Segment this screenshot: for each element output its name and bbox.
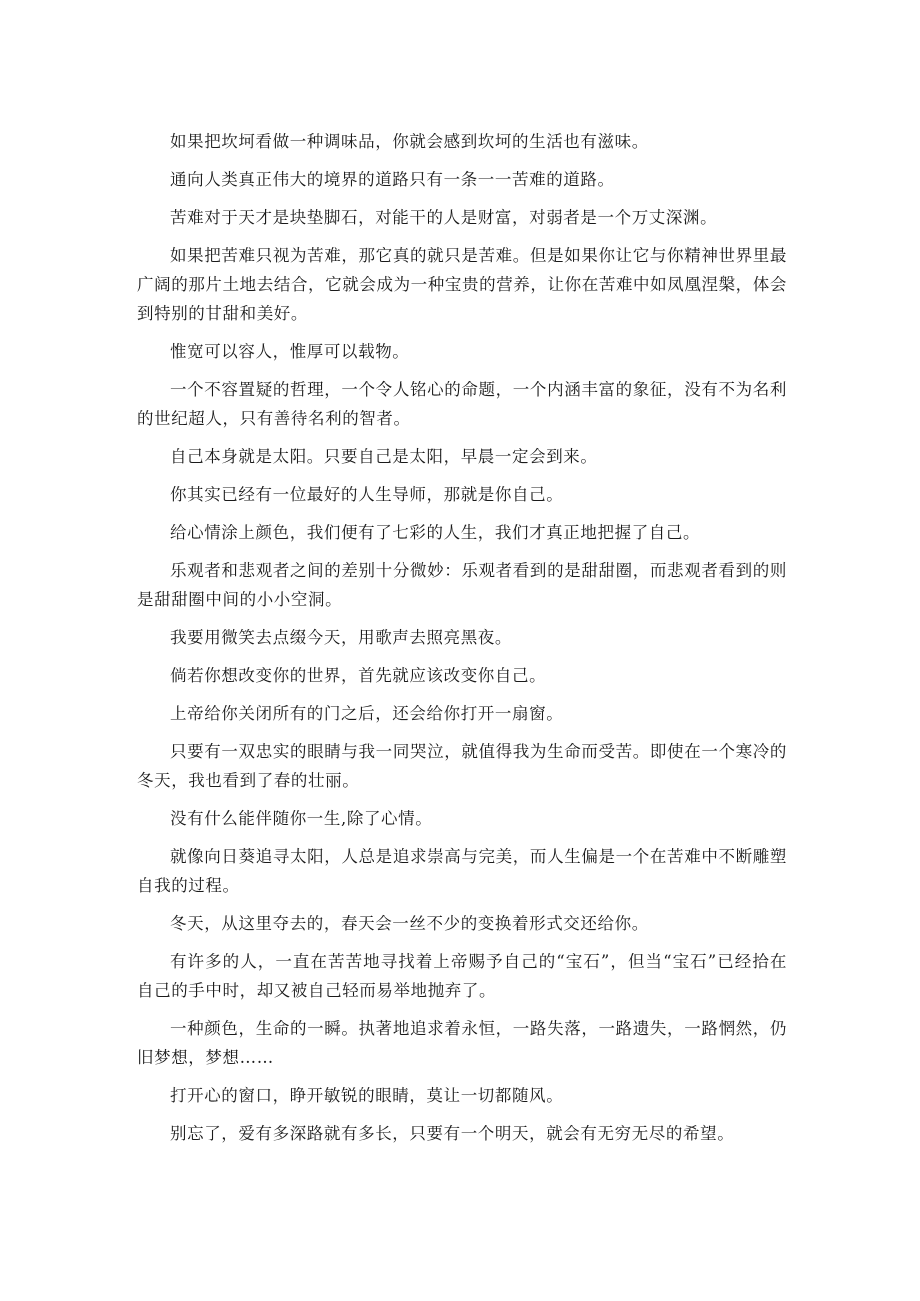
paragraph: 只要有一双忠实的眼睛与我一同哭泣，就值得我为生命而受苦。即使在一个寒冷的冬天，我也看到了春的壮丽。 (137, 742, 787, 790)
paragraph: 冬天，从这里夺去的，春天会一丝不少的变换着形式交还给你。 (170, 914, 649, 933)
paragraph: 就像向日葵追寻太阳，人总是追求崇高与完美，而人生偏是一个在苦难中不断雕塑自我的过程。 (137, 847, 787, 895)
paragraph: 自己本身就是太阳。只要自己是太阳，早晨一定会到来。 (170, 447, 598, 466)
paragraph: 乐观者和悲观者之间的差别十分微妙：乐观者看到的是甜甜圈，而悲观者看到的则是甜甜圈中间的小小空洞。 (137, 561, 787, 609)
paragraph: 如果把苦难只视为苦难，那它真的就只是苦难。但是如果你让它与你精神世界里最广阔的那片土地去结合，它就会成为一种宝贵的营养，让你在苦难中如凤凰涅槃，体会到特别的甘甜和美好。 (137, 246, 787, 323)
paragraph: 别忘了，爱有多深路就有多长，只要有一个明天，就会有无穷无尽的希望。 (170, 1124, 735, 1143)
paragraph: 惟宽可以容人，惟厚可以载物。 (170, 342, 410, 361)
paragraph: 通向人类真正伟大的境界的道路只有一条一一苦难的道路。 (170, 170, 615, 189)
paragraph: 没有什么能伴随你一生,除了心情。 (170, 809, 433, 828)
paragraph: 一个不容置疑的哲理，一个令人铭心的命题，一个内涵丰富的象征，没有不为名利的世纪超人，只有善待名利的智者。 (137, 380, 787, 428)
paragraph: 倘若你想改变你的世界，首先就应该改变你自己。 (170, 666, 547, 685)
paragraph: 有许多的人，一直在苦苦地寻找着上帝赐予自己的“宝石”，但当“宝石”已经拾在自己的手中时，却又被自己轻而易举地抛弃了。 (137, 952, 787, 1000)
paragraph: 一种颜色，生命的一瞬。执著地追求着永恒，一路失落，一路遗失，一路惘然，仍旧梦想，梦想…… (137, 1019, 787, 1067)
paragraph: 如果把坎坷看做一种调味品，你就会感到坎坷的生活也有滋味。 (170, 132, 649, 151)
paragraph: 你其实已经有一位最好的人生导师，那就是你自己。 (170, 485, 564, 504)
paragraph: 我要用微笑去点缀今天，用歌声去照亮黑夜。 (170, 628, 512, 647)
paragraph: 打开心的窗口，睁开敏锐的眼睛，莫让一切都随风。 (170, 1086, 564, 1105)
document-body (137, 127, 787, 1157)
paragraph: 苦难对于天才是块垫脚石，对能干的人是财富，对弱者是一个万丈深渊。 (170, 208, 718, 227)
paragraph: 给心情涂上颜色，我们便有了七彩的人生，我们才真正地把握了自己。 (170, 523, 701, 542)
paragraph: 上帝给你关闭所有的门之后，还会给你打开一扇窗。 (170, 704, 564, 723)
